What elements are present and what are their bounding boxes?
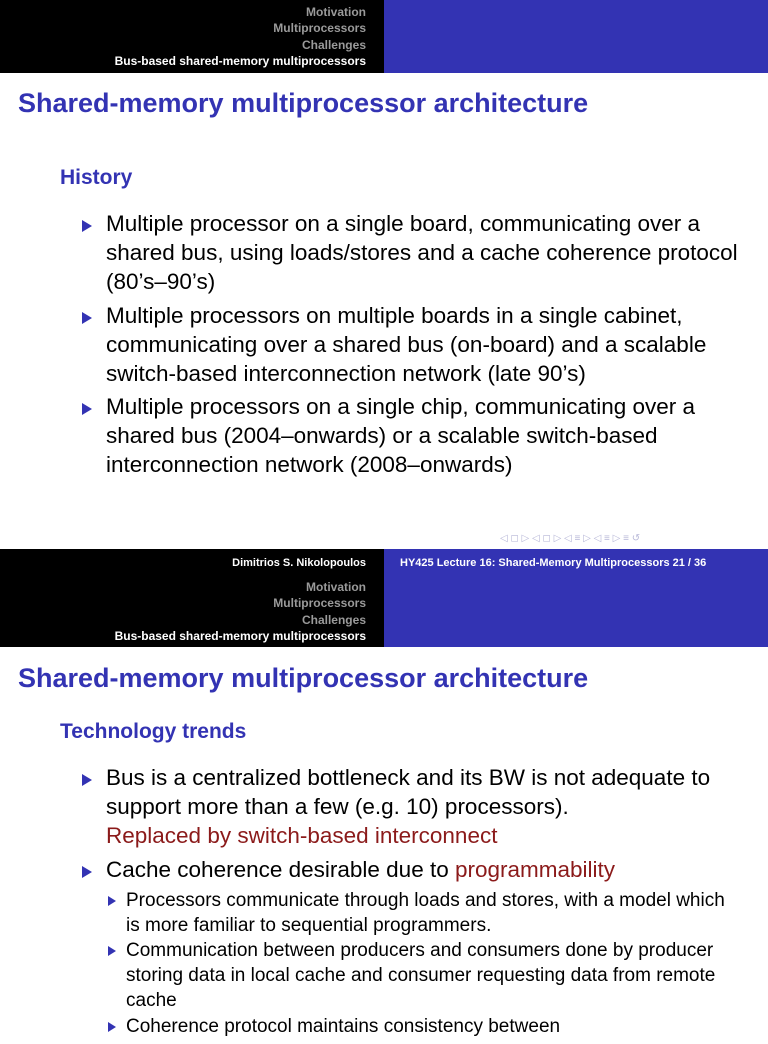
sub-list-item-text: Processors communicate through loads and stores, with a model which is more familiar to sequential programmers. xyxy=(126,889,725,936)
sub-list-item-text: Communication between producers and consumers done by producer storing data in local cache and consumer requesting data from remote cache xyxy=(126,940,716,1012)
sub-list-item-text: Coherence protocol maintains consistency between xyxy=(126,1015,561,1037)
nav-bus-based[interactable]: Bus-based shared-memory multiprocessors xyxy=(114,53,366,68)
nav-motivation[interactable]: Motivation xyxy=(306,579,366,594)
list-item-text: Cache coherence desirable due to xyxy=(106,856,455,882)
footer-author: Dimitrios S. Nikolopoulos xyxy=(0,549,384,576)
header-blue-panel xyxy=(384,0,768,73)
list-item-text: Multiple processor on a single board, communicating over a shared bus, using loads/stores and a cache coherence protocol (80’s–90’s) xyxy=(106,211,738,294)
triangle-bullet-icon xyxy=(82,312,92,324)
nav-multiprocessors[interactable]: Multiprocessors xyxy=(273,596,366,611)
list-item-text: Multiple processors on a single chip, communicating over a shared bus (2004–onwards) or a scalable switch-based interconnection network (2008–onwards) xyxy=(106,394,696,478)
sub-list-item xyxy=(106,888,740,938)
footer-page-number: 21 / 36 xyxy=(672,556,707,569)
sub-list-item xyxy=(106,938,740,1014)
frame-title: Shared-memory multiprocessor architecture xyxy=(18,663,589,693)
nav-bus-based[interactable]: Bus-based shared-memory multiprocessors xyxy=(114,628,366,643)
trends-list xyxy=(80,764,740,1044)
list-item xyxy=(80,764,740,851)
slide-22 xyxy=(0,549,768,1037)
highlight-text: programmability xyxy=(454,856,616,882)
sub-list-item xyxy=(106,1014,740,1039)
beamer-navigation-symbols[interactable]: ◁ ◻ ▷ ◁ ◻ ▷ ◁ ≡ ▷ ◁ ≡ ▷ ≡ ↺ xyxy=(500,532,641,544)
triangle-bullet-icon xyxy=(82,403,92,415)
header-blue-panel xyxy=(384,576,768,647)
nav-motivation[interactable]: Motivation xyxy=(306,4,366,19)
history-list xyxy=(80,210,740,485)
triangle-bullet-icon xyxy=(82,774,92,786)
triangle-bullet-icon xyxy=(82,220,92,232)
highlight-text: Replaced by switch-based interconnect xyxy=(106,822,498,848)
list-item xyxy=(80,393,740,480)
list-item-text: Multiple processors on multiple boards in a single cabinet, communicating over a shared bus (on-board) and a scalable switch-based interconnection network (late 90’s) xyxy=(106,302,707,386)
section-navigation xyxy=(0,576,384,647)
triangle-bullet-icon xyxy=(82,866,92,878)
nav-multiprocessors[interactable]: Multiprocessors xyxy=(273,21,366,36)
list-item xyxy=(80,210,740,297)
block-title: Technology trends xyxy=(60,720,247,743)
sub-list xyxy=(106,888,740,1039)
frame-title: Shared-memory multiprocessor architecture xyxy=(18,88,589,118)
nav-challenges[interactable]: Challenges xyxy=(301,612,366,627)
section-navigation xyxy=(0,0,384,73)
slide-header xyxy=(0,576,768,647)
list-item-text: Bus is a centralized bottleneck and its BW is not adequate to support more than a few (e.g. 10) processors). xyxy=(106,765,711,819)
list-item xyxy=(80,302,740,389)
triangle-bullet-icon xyxy=(108,896,116,906)
footer-title: HY425 Lecture 16: Shared-Memory Multiprocessors xyxy=(400,556,670,569)
slide-header xyxy=(0,0,768,73)
slide-footer xyxy=(0,549,768,576)
list-item xyxy=(80,856,740,1039)
block-title: History xyxy=(60,166,133,189)
footer-info xyxy=(384,549,768,576)
triangle-bullet-icon xyxy=(108,946,116,956)
triangle-bullet-icon xyxy=(108,1022,116,1032)
nav-challenges[interactable]: Challenges xyxy=(301,37,366,52)
